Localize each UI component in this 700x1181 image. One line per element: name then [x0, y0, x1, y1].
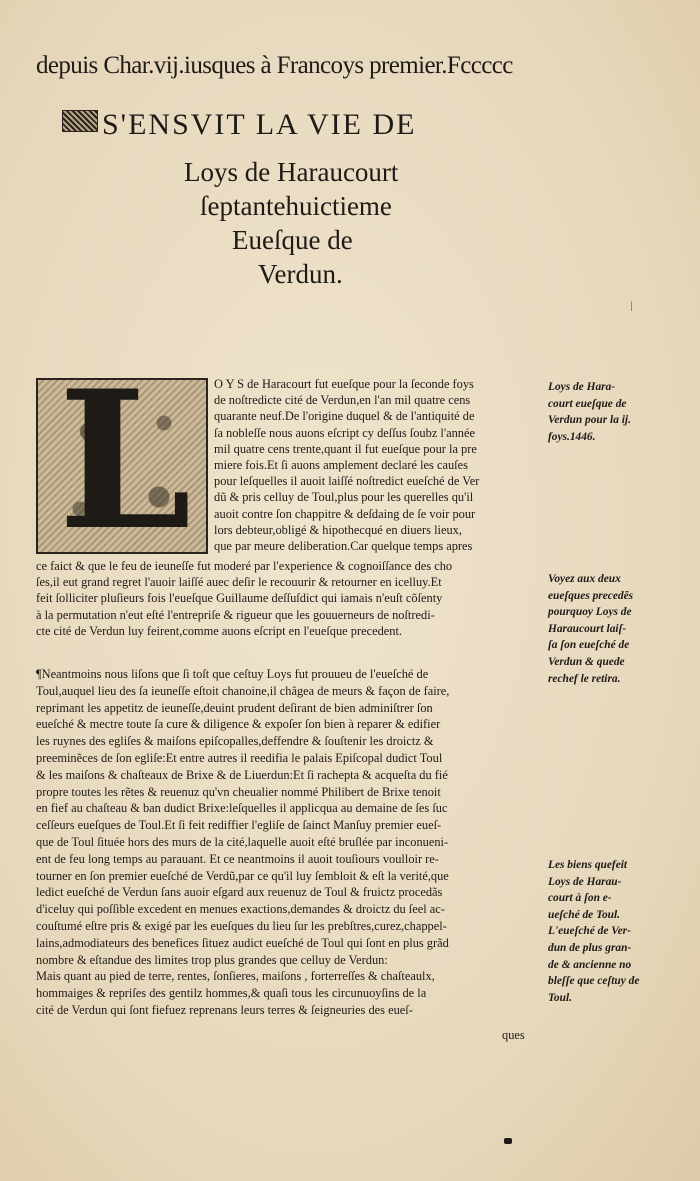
- text-line: hommaiges & repriſes des gentilz hommes,& quaſi tous les circunuoyſins de la: [36, 986, 427, 1001]
- text-line: à la permutation n'eut eſté l'entrepriſe & rigueur que les gouuerneurs de noſtredi-: [36, 607, 435, 622]
- margin-note-line: Voyez aux deux: [548, 573, 621, 585]
- text-line: ſa nobleſſe nous auons eſcript cy deſſus ſoubz l'année: [214, 425, 475, 440]
- text-line: ce faict & que le feu de ieuneſſe fut moderé par l'experience & cognoiſſance des cho: [36, 559, 453, 573]
- text-line: dũ & pris celluy de Toul,plus pour les querelles qu'il: [214, 490, 474, 505]
- text-line: reprimant les appetitz de ieuneſſe,deuint prudent deſirant de bien adminiſtrer ſon: [36, 700, 433, 715]
- text-line: nombre & eſtandue des limites trop plus grandes que celluy de Verdun:: [36, 952, 388, 967]
- text-line: auoit contre ſon chappitre & deſdaing de ſe voir pour: [214, 506, 476, 521]
- margin-note-line: Les biens quefeit: [548, 859, 628, 871]
- initial-letter: L: [58, 349, 192, 572]
- text-line: tourner en ſon premier eueſché de Verdũ,par ce qu'il luy ſembloit & eſt la verité,que: [36, 868, 449, 883]
- margin-note-line: Toul.: [548, 991, 572, 1004]
- chapter-title: [62, 108, 532, 142]
- text-line: que de Toul ſituée hors des murs de la cité,laquelle auoit eſté bruſlée par inconueni-: [36, 835, 449, 849]
- text-line: O Y S de Haracourt fut eueſque pour la ſeconde foys: [214, 377, 474, 391]
- margin-note-line: eueſques precedẽs: [548, 589, 634, 602]
- text-line: d'iceluy qui poſſible excedent en menues exactions,demandes & droictz du ſeel ac-: [36, 902, 445, 917]
- margin-mark: ǀ: [630, 300, 633, 315]
- text-line: pour leſquelles il auoit laiſſé noſtredict eueſché de Ver: [214, 474, 480, 489]
- margin-note-line: Verdun & quede: [548, 656, 625, 668]
- text-line: quarante neuf.De l'origine duquel & de l'antiquité de: [214, 409, 475, 424]
- text-line: Mais quant au pied de terre, rentes, ſonſieres, maiſons , forterreſſes & chaſteaulx,: [36, 969, 435, 984]
- text-line: propre toutes les rẽtes & reuenuz qu'vn cheualier nommé Philibert de Brixe tenoit: [36, 784, 441, 799]
- text-line: miere fois.Et ſi auons amplement declaré les cauſes: [214, 458, 468, 472]
- margin-note-line: court à ſon e-: [548, 892, 612, 905]
- ornament-icon: [62, 110, 98, 132]
- text-line: que par meure deliberation.Car quelque temps apres: [214, 539, 473, 553]
- margin-note-line: Loys de Hara-: [548, 381, 616, 393]
- subtitle-line: Eueſque de: [232, 225, 353, 255]
- catchword: ques: [502, 1028, 525, 1042]
- text-line: eueſché & mectre toute ſa cure & diligence & expoſer ſon bien à reparer & edifier: [36, 717, 441, 732]
- margin-note-line: foys.1446.: [548, 430, 596, 443]
- text-line: ledict eueſché de Verdun ſans auoir eſgard aux reuenuz de Toul & fruictz procedãs: [36, 885, 443, 900]
- text-line: ¶Neantmoins nous liſons que ſi toſt que ceſtuy Loys fut prouueu de l'eueſché de: [36, 667, 429, 681]
- margin-note-line: L'eueſché de Ver-: [548, 925, 631, 938]
- text-line: couſtumé eſtre pris & exigé par les eueſques du lieu ſur les prebſtres,curez,chappel-: [36, 919, 447, 933]
- text-line: les ruynes des egliſes & maiſons epiſcopalles,deffendre & ſouſtenir les droictz &: [36, 734, 434, 749]
- text-line: ent de feu long temps au parauant. Et ce neantmoins il auoit touſiours voulloir re-: [36, 851, 439, 866]
- ink-dot: [504, 1138, 512, 1144]
- text-line: lors debteur,obligé & hipothecqué en diuers lieux,: [214, 522, 462, 537]
- margin-note-line: dun de plus gran-: [548, 942, 632, 954]
- margin-note-line: ueſché de Toul.: [548, 908, 621, 921]
- margin-note-line: rechef le retira.: [548, 672, 621, 685]
- margin-note-line: Loys de Harau-: [548, 875, 622, 888]
- chapter-title-text: S'ENSVIT LA VIE DE: [102, 108, 417, 141]
- text-line: & les maiſons & chaſteaux de Brixe & de Liuerdun:Et ſi rachepta & acqueſta du fié: [36, 767, 448, 782]
- running-head: depuis Char.vij.iusques à Francoys premier.Fccccc: [36, 52, 513, 79]
- text-line: ſes,il eut grand regret l'auoir laiſſé auec deſir le recouurir & retourner en icelluy.Et: [36, 575, 442, 590]
- margin-note-line: ſa ſon eueſché de: [548, 639, 630, 652]
- subtitle-line: Verdun.: [258, 259, 343, 289]
- text-line: en fief au chaſteau & ban dudict Brixe:leſquelles il applicqua au demaine de ſes ſuc: [36, 801, 448, 816]
- margin-note-line: bleſſe que ceſtuy de: [548, 975, 640, 988]
- subtitle-line: Loys de Haraucourt: [184, 157, 399, 187]
- text-line: de noſtredicte cité de Verdun,en l'an mil quatre cens: [214, 393, 471, 408]
- margin-note-line: court eueſque de: [548, 397, 627, 410]
- text-line: cte cité de Verdun luy feirent,comme auons eſcript en l'eueſque precedent.: [36, 623, 402, 638]
- subtitle-line: ſeptantehuictieme: [200, 191, 392, 221]
- text-line: lains,admodiateurs des benefices ſituez audict eueſché de Toul qui ſont en plus grãd: [36, 935, 449, 950]
- text-line: Toul,auquel lieu des ſa ieuneſſe eſtoit chanoine,il châgea de meurs & façon de faire,: [36, 683, 450, 698]
- margin-note-line: Haraucourt laiſ-: [548, 622, 627, 635]
- margin-note-line: de & ancienne no: [548, 958, 632, 971]
- margin-note-line: Verdun pour la ij.: [548, 414, 631, 427]
- margin-note-line: pourquoy Loys de: [548, 606, 632, 619]
- text-line: mil quatre cens trente,quant il fut eueſque pour la pre: [214, 441, 477, 456]
- text-line: ceſſeurs eueſques de Toul.Et ſi feit rediffier l'egliſe de ſainct Manſuy premier eueſ-: [36, 818, 442, 833]
- text-line: cité de Verdun qui ſont fiefuez reprenans leurs terres & ſeigneuries des eueſ-: [36, 1003, 413, 1017]
- text-line: preeminẽces de ſon egliſe:Et entre autres il reedifia le palais Epiſcopal dudict Toul: [36, 751, 443, 765]
- decorated-initial: [36, 349, 208, 572]
- text-line: feit ſolliciter pluſieurs fois l'eueſque Guillaume deſſuſdict qui iamais n'euſt cõſenty: [36, 591, 443, 606]
